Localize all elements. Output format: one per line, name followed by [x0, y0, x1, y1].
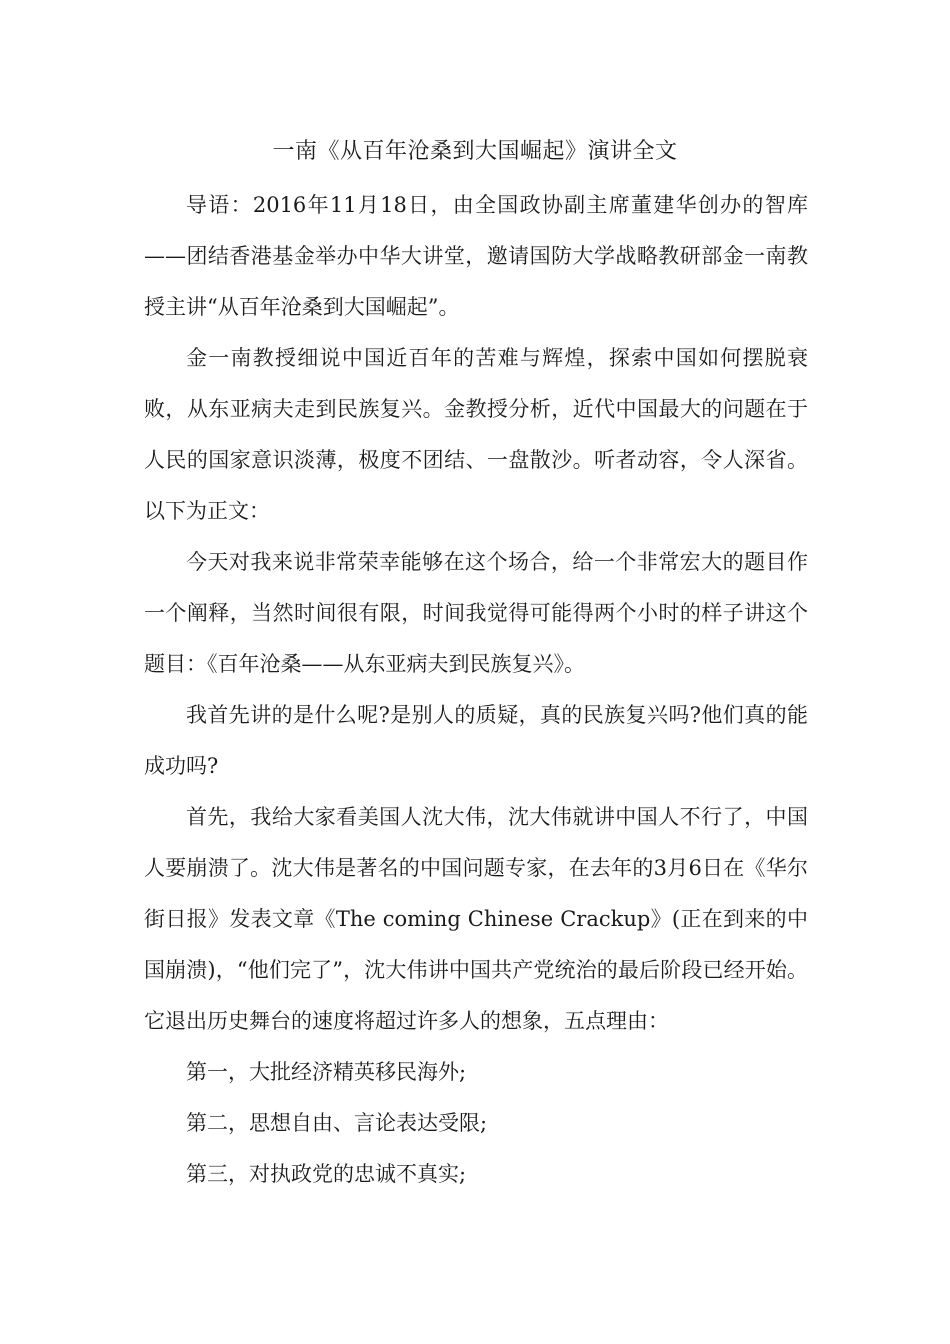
paragraph-summary: 金一南教授细说中国近百年的苦难与辉煌，探索中国如何摆脱衰败，从东亚病夫走到民族复兴。金教授分析，近代中国最大的问题在于人民的国家意识淡薄，极度不团结、一盘散沙。听者动容，令人深省。以下为正文：: [144, 346, 808, 523]
paragraph-opening: 今天对我来说非常荣幸能够在这个场合，给一个非常宏大的题目作一个阐释，当然时间很有限，时间我觉得可能得两个小时的样子讲这个题目：《百年沧桑——从东亚病夫到民族复兴》。: [144, 550, 808, 676]
paragraph-intro: 导语：2016年11月18日，由全国政协副主席董建华创办的智库——团结香港基金举办中华大讲堂，邀请国防大学战略教研部金一南教授主讲“从百年沧桑到大国崛起”。: [144, 193, 808, 319]
list-item-third: 第三，对执政党的忠诚不真实;: [186, 1162, 467, 1186]
document-body: [144, 180, 808, 1200]
list-item-second: 第二，思想自由、言论表达受限;: [186, 1111, 488, 1135]
list-item-first: 第一，大批经济精英移民海外;: [186, 1060, 467, 1084]
document-title: 一南《从百年沧桑到大国崛起》演讲全文: [272, 139, 678, 164]
paragraph-shambaugh: 首先，我给大家看美国人沈大伟，沈大伟就讲中国人不行了，中国人要崩溃了。沈大伟是著名的中国问题专家，在去年的3月6日在《华尔街日报》发表文章《The coming Chinese Crackup》(正在到来的中国崩溃)，“他们完了”，沈大伟讲中国共产党统治的最后阶段已经开始。它退出历史舞台的速度将超过许多人的想象，五点理由：: [144, 805, 808, 1033]
paragraph-question: 我首先讲的是什么呢?是别人的质疑，真的民族复兴吗?他们真的能成功吗?: [144, 703, 808, 778]
